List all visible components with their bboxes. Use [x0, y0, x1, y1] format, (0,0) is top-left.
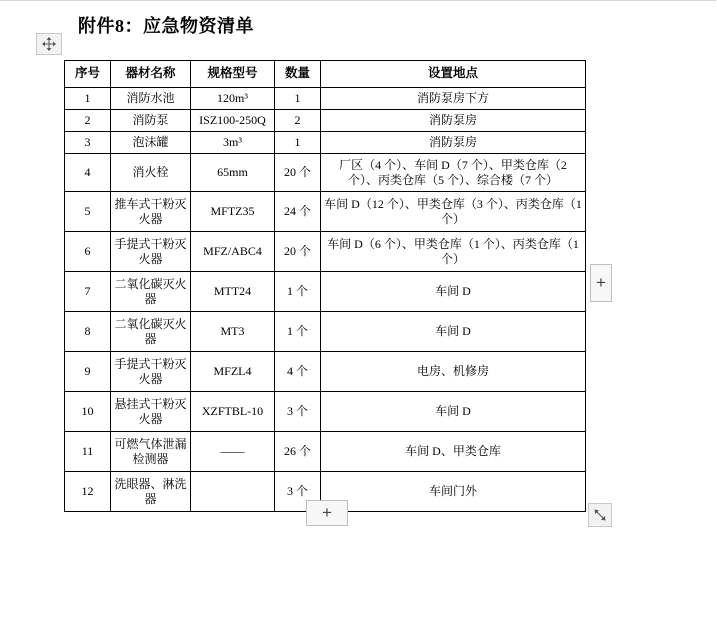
cell-location[interactable]: 车间 D	[321, 272, 586, 312]
cell-quantity[interactable]: 1	[275, 132, 321, 154]
cell-model[interactable]: MFZ/ABC4	[191, 232, 275, 272]
cell-model[interactable]: ——	[191, 432, 275, 472]
cell-index[interactable]: 9	[65, 352, 111, 392]
cell-index[interactable]: 11	[65, 432, 111, 472]
column-header-quantity: 数量	[275, 61, 321, 88]
cell-quantity[interactable]: 3 个	[275, 472, 321, 512]
table-row[interactable]	[65, 352, 586, 392]
cell-model[interactable]: MT3	[191, 312, 275, 352]
cell-index[interactable]: 5	[65, 192, 111, 232]
cell-name[interactable]: 消火栓	[111, 154, 191, 192]
table-row[interactable]	[65, 232, 586, 272]
cell-quantity[interactable]: 26 个	[275, 432, 321, 472]
cell-quantity[interactable]: 3 个	[275, 392, 321, 432]
cell-name[interactable]: 可燃气体泄漏检测器	[111, 432, 191, 472]
cell-quantity[interactable]: 1 个	[275, 312, 321, 352]
table-row[interactable]	[65, 392, 586, 432]
resize-table-handle[interactable]	[588, 503, 612, 527]
cell-location[interactable]: 车间门外	[321, 472, 586, 512]
cell-quantity[interactable]: 2	[275, 110, 321, 132]
cell-model[interactable]: MFZL4	[191, 352, 275, 392]
cell-index[interactable]: 10	[65, 392, 111, 432]
table-row[interactable]	[65, 192, 586, 232]
cell-model[interactable]: ISZ100-250Q	[191, 110, 275, 132]
cell-location[interactable]: 厂区（4 个）、车间 D（7 个）、甲类仓库（2 个）、丙类仓库（5 个）、综合楼（7 个）	[321, 154, 586, 192]
cell-name[interactable]: 悬挂式干粉灭火器	[111, 392, 191, 432]
cell-location[interactable]: 消防泵房	[321, 110, 586, 132]
column-header-name: 器材名称	[111, 61, 191, 88]
cell-name[interactable]: 泡沫罐	[111, 132, 191, 154]
cell-index[interactable]: 1	[65, 88, 111, 110]
cell-name[interactable]: 洗眼器、淋洗器	[111, 472, 191, 512]
page-top-edge	[0, 0, 717, 3]
column-header-index: 序号	[65, 61, 111, 88]
cell-index[interactable]: 2	[65, 110, 111, 132]
cell-index[interactable]: 7	[65, 272, 111, 312]
page-title: 附件8：应急物资清单	[78, 16, 254, 36]
cell-location[interactable]: 电房、机修房	[321, 352, 586, 392]
cell-index[interactable]: 6	[65, 232, 111, 272]
cell-name[interactable]: 手提式干粉灭火器	[111, 352, 191, 392]
table-row[interactable]	[65, 110, 586, 132]
column-header-model: 规格型号	[191, 61, 275, 88]
cell-name[interactable]: 二氧化碳灭火器	[111, 272, 191, 312]
cell-name[interactable]: 推车式干粉灭火器	[111, 192, 191, 232]
cell-location[interactable]: 车间 D（6 个）、甲类仓库（1 个）、丙类仓库（1 个）	[321, 232, 586, 272]
cell-location[interactable]: 车间 D、甲类仓库	[321, 432, 586, 472]
table-row[interactable]	[65, 154, 586, 192]
cell-location[interactable]: 车间 D	[321, 392, 586, 432]
cell-model[interactable]: 65mm	[191, 154, 275, 192]
cell-name[interactable]: 手提式干粉灭火器	[111, 232, 191, 272]
move-arrows-icon	[41, 36, 57, 52]
table-row[interactable]	[65, 88, 586, 110]
cell-model[interactable]	[191, 472, 275, 512]
cell-quantity[interactable]: 1	[275, 88, 321, 110]
resize-diagonal-icon	[593, 508, 607, 522]
cell-index[interactable]: 8	[65, 312, 111, 352]
table-row[interactable]	[65, 132, 586, 154]
cell-name[interactable]: 消防泵	[111, 110, 191, 132]
cell-quantity[interactable]: 20 个	[275, 154, 321, 192]
cell-location[interactable]: 车间 D	[321, 312, 586, 352]
cell-model[interactable]: MTT24	[191, 272, 275, 312]
cell-quantity[interactable]: 20 个	[275, 232, 321, 272]
table-row[interactable]	[65, 432, 586, 472]
cell-name[interactable]: 消防水池	[111, 88, 191, 110]
table-header-row	[65, 61, 586, 88]
cell-index[interactable]: 3	[65, 132, 111, 154]
insert-row-button[interactable]: +	[306, 500, 348, 526]
cell-model[interactable]: MFTZ35	[191, 192, 275, 232]
insert-column-button[interactable]: +	[590, 264, 612, 302]
emergency-materials-table	[64, 60, 586, 512]
cell-name[interactable]: 二氧化碳灭火器	[111, 312, 191, 352]
cell-quantity[interactable]: 4 个	[275, 352, 321, 392]
column-header-location: 设置地点	[321, 61, 586, 88]
cell-model[interactable]: 120m³	[191, 88, 275, 110]
cell-location[interactable]: 消防泵房下方	[321, 88, 586, 110]
emergency-materials-table-wrap	[64, 60, 586, 512]
table-row[interactable]	[65, 312, 586, 352]
cell-index[interactable]: 4	[65, 154, 111, 192]
move-table-handle[interactable]	[36, 33, 62, 55]
cell-quantity[interactable]: 1 个	[275, 272, 321, 312]
cell-model[interactable]: 3m³	[191, 132, 275, 154]
cell-index[interactable]: 12	[65, 472, 111, 512]
cell-model[interactable]: XZFTBL-10	[191, 392, 275, 432]
table-row[interactable]	[65, 272, 586, 312]
cell-location[interactable]: 车间 D（12 个）、甲类仓库（3 个）、丙类仓库（1 个）	[321, 192, 586, 232]
cell-location[interactable]: 消防泵房	[321, 132, 586, 154]
cell-quantity[interactable]: 24 个	[275, 192, 321, 232]
